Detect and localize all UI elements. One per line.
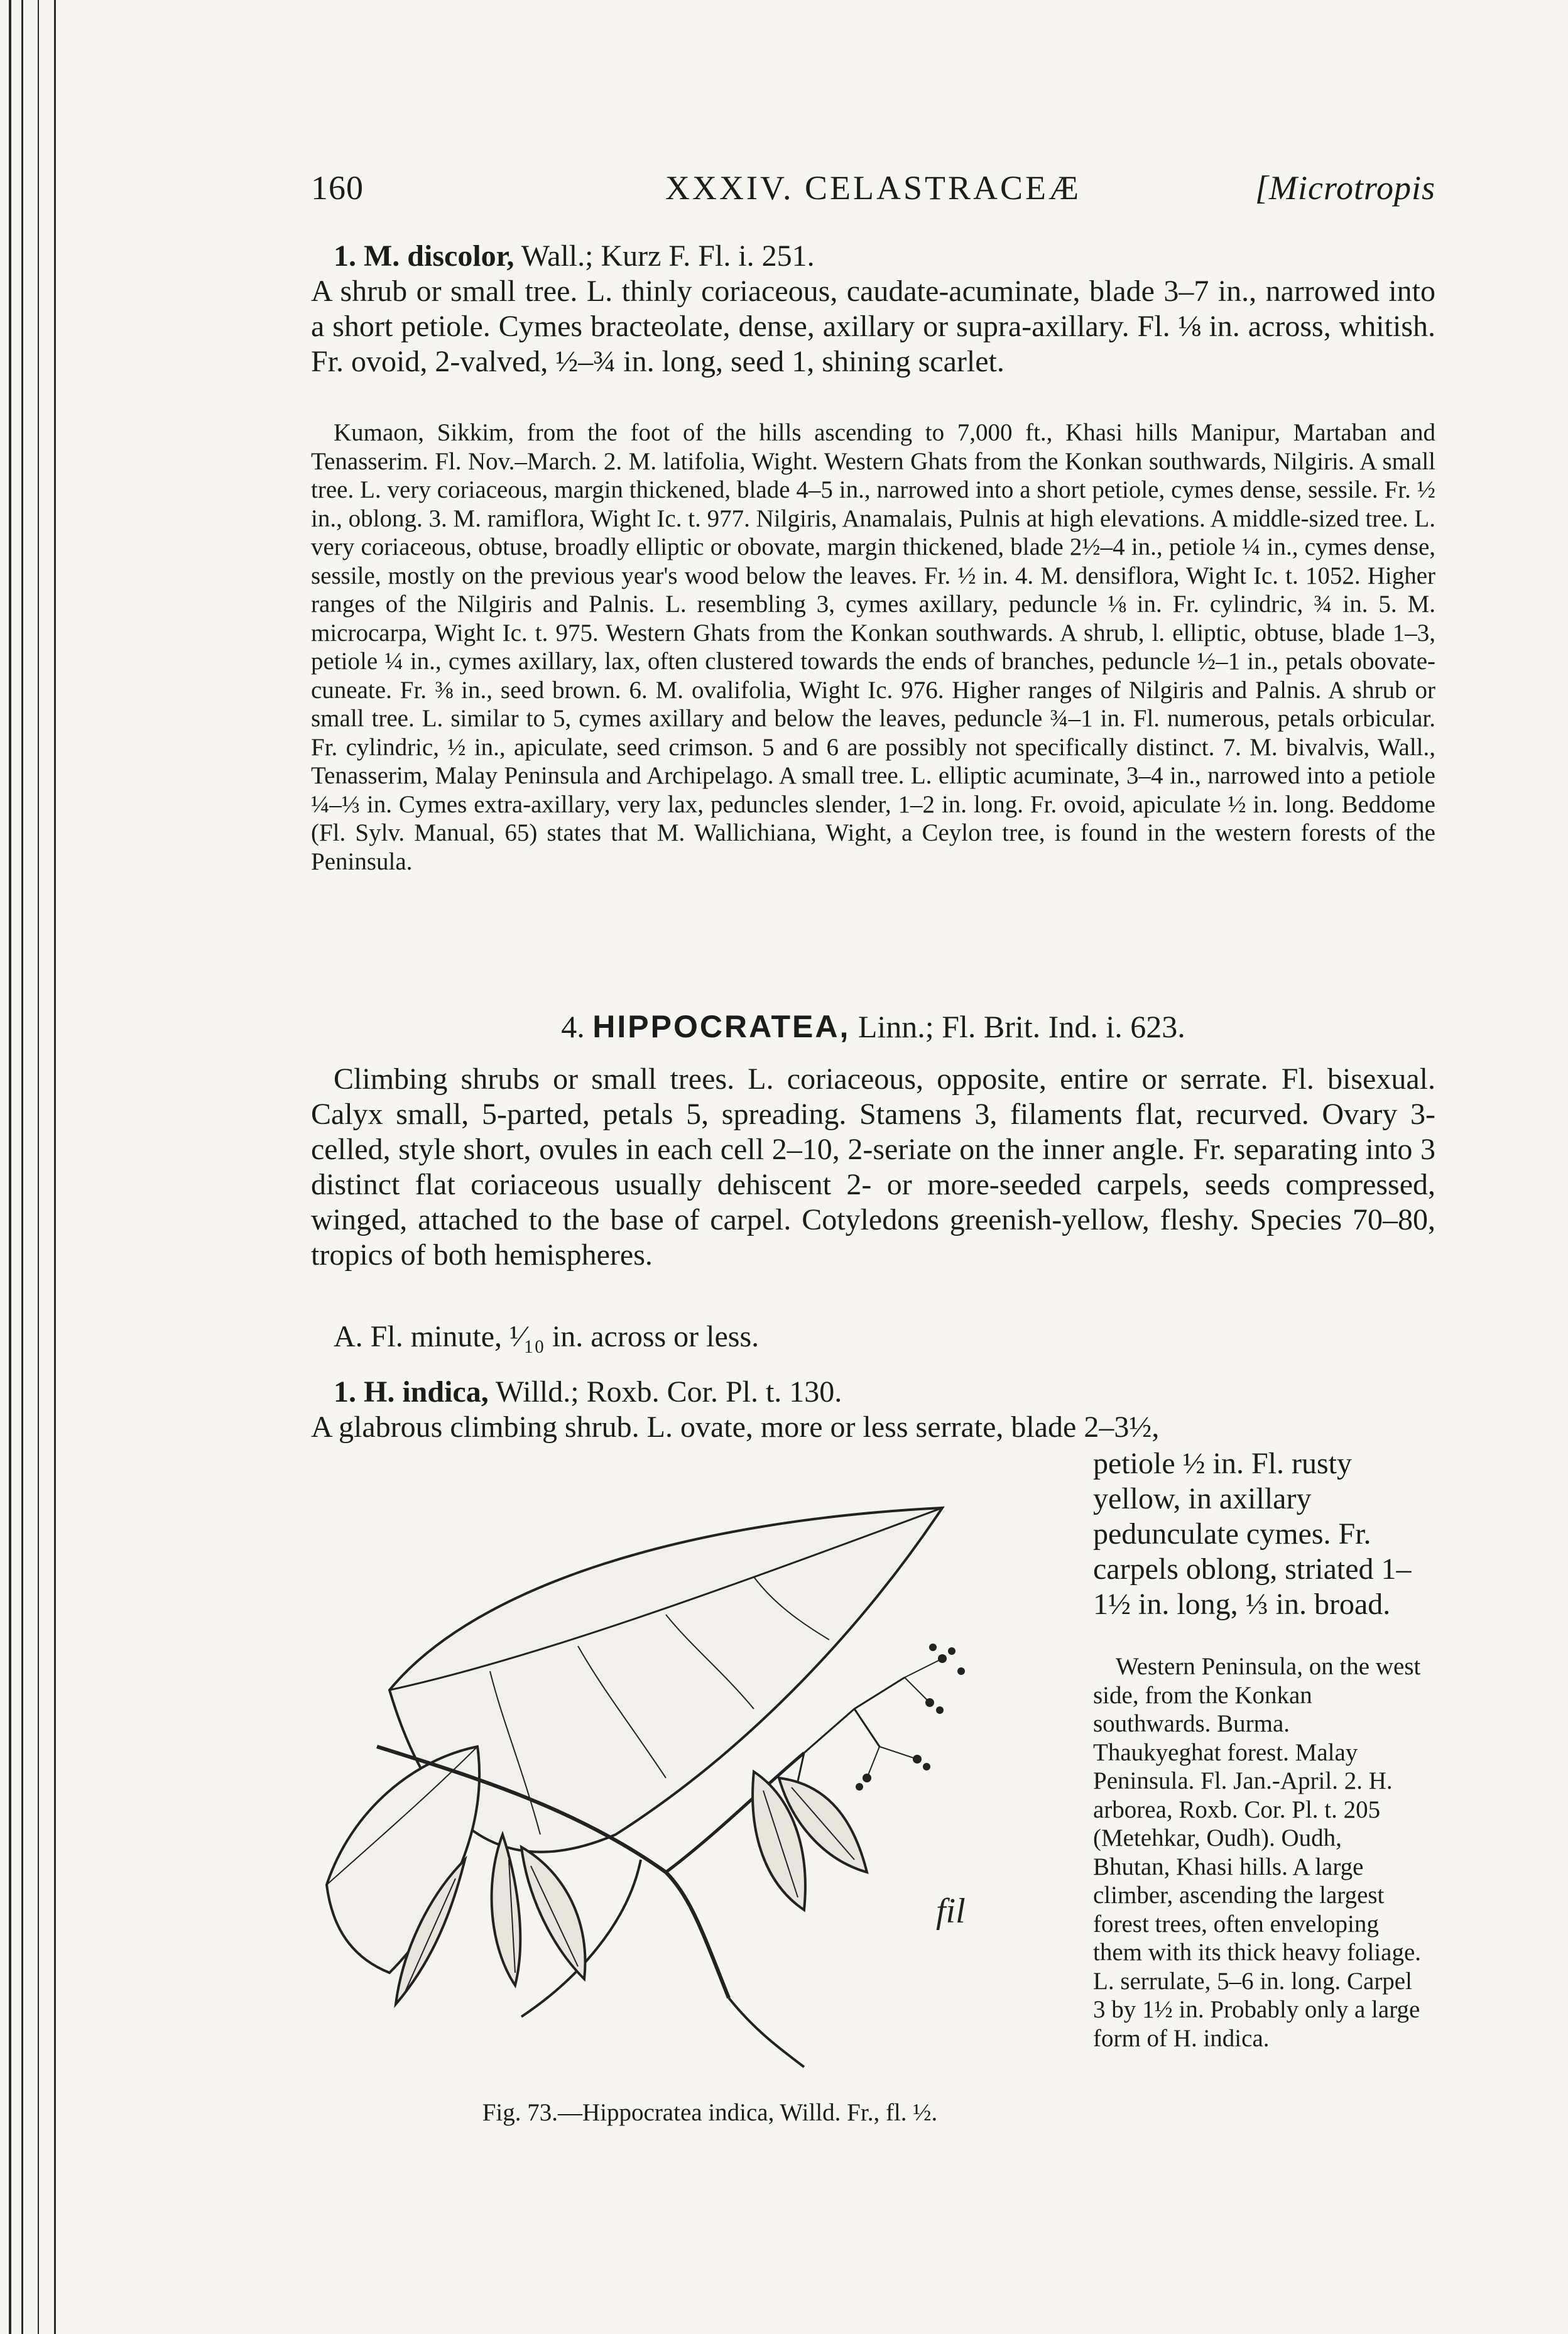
species-1-notes xyxy=(311,418,1435,876)
genus-authority: Linn.; Fl. Brit. Ind. i. 623. xyxy=(858,1009,1185,1044)
binding-edge xyxy=(21,0,23,2334)
section-name: [Microtropis xyxy=(1255,169,1435,207)
genus-heading xyxy=(311,1008,1435,1045)
species-2-notes xyxy=(1093,1652,1423,2053)
binding-edge xyxy=(38,0,39,2334)
figure-caption: Fig. 73.—Hippocratea indica, Willd. Fr., fl. ½. xyxy=(482,2099,938,2126)
running-title: XXXIV. CELASTRACEÆ xyxy=(665,169,1082,207)
genus-description: Climbing shrubs or small trees. L. coriaceous, opposite, entire or serrate. Fl. bisexual. Calyx small, 5-parted, petals 5, spreading. Stamens 3, filaments flat, recurved. Ovary 3-celled, style short, ovules in each cell 2–10, 2-seriate on the inner angle. Fr. separating into 3 distinct flat coriaceous usually dehiscent 2- or more-seeded carpels, seeds compressed, winged, attached to the base of carpel. Cotyledons greenish-yellow, fleshy. Species 70–80, tropics of both hemispheres. xyxy=(311,1062,1435,1272)
botanical-illustration xyxy=(314,1483,1106,2086)
running-header xyxy=(311,168,1435,219)
key-line: A. Fl. minute, ¹⁄₁₀ in. across or less. xyxy=(334,1320,760,1353)
species-2-side-description xyxy=(1093,1446,1435,1622)
species-1-heading: 1. M. discolor, xyxy=(334,239,514,273)
binding-edge xyxy=(54,0,56,2334)
species-1-authority: Wall.; Kurz F. Fl. i. 251. xyxy=(521,239,815,273)
species-1-text: A shrub or small tree. L. thinly coriaceous, caudate-acuminate, blade 3–7 in., narrowed into a short petiole. Cymes bracteolate, dense, axillary or supra-axillary. Fl. ⅛ in. across, whitish. Fr. ovoid, 2-valved, ½–¾ in. long, seed 1, shining scarlet. xyxy=(311,275,1435,378)
genus-description-block xyxy=(311,1062,1435,1273)
species-1-description xyxy=(311,239,1435,379)
illustrator-signature: fil xyxy=(936,1892,966,1931)
species-1-entry xyxy=(311,239,1435,379)
key-block xyxy=(311,1319,1435,1355)
species-2-desc-rest: petiole ½ in. Fl. rusty yellow, in axillary pedunculate cymes. Fr. carpels oblong, striated 1–1½ in. long, ⅓ in. broad. xyxy=(1093,1447,1412,1621)
binding-edge xyxy=(9,0,11,2334)
figure-hippocratea-indica xyxy=(314,1483,1106,2086)
page-number: 160 xyxy=(311,169,364,207)
species-2-entry xyxy=(311,1375,1435,1445)
lower-leaf xyxy=(327,1747,479,1973)
notes-text: Kumaon, Sikkim, from the foot of the hills ascending to 7,000 ft., Khasi hills Manipur, Martaban and Tenasserim. Fl. Nov.–March. 2. M. latifolia, Wight. Western Ghats from the Konkan southwards, Nilgiris. A small tree. L. very coriaceous, margin thickened, blade 4–5 in., narrowed into a short petiole, cymes dense, sessile. Fr. ½ in., oblong. 3. M. ramiflora, Wight Ic. t. 977. Nilgiris, Anamalais, Pulnis at high elevations. A middle-sized tree. L. very coriaceous, obtuse, broadly elliptic or obovate, margin thickened, blade 2½–4 in., petiole ¼ in., cymes dense, sessile, mostly on the previous year's wood below the leaves. Fr. ½ in. 4. M. densiflora, Wight Ic. t. 1052. Higher ranges of the Nilgiris and Palnis. L. resembling 3, cymes axillary, peduncle ⅛ in. Fr. cylindric, ¾ in. 5. M. microcarpa, Wight Ic. t. 975. Western Ghats from the Konkan southwards. A shrub, l. elliptic, obtuse, blade 1–3, petiole ¼ in., cymes axillary, lax, often clustered towards the ends of branches, peduncle ½–1 in., petals obovate-cuneate. Fr. ⅜ in., seed brown. 6. M. ovalifolia, Wight Ic. 976. Higher ranges of Nilgiris and Palnis. A shrub or small tree. L. similar to 5, cymes axillary and below the leaves, peduncle ¾–1 in. Fl. numerous, petals orbicular. Fr. cylindric, ½ in., apiculate, seed crimson. 5 and 6 are possibly not specifically distinct. 7. M. bivalvis, Wall., Tenasserim, Malay Peninsula and Archipelago. A small tree. L. elliptic acuminate, 3–4 in., narrowed into a petiole ¼–⅓ in. Cymes extra-axillary, very lax, peduncles slender, 1–2 in. long. Fr. ovoid, apiculate ½ in. long. Beddome (Fl. Sylv. Manual, 65) states that M. Wallichiana, Wight, a Ceylon tree, is found in the western forests of the Peninsula. xyxy=(311,419,1435,875)
genus-number: 4. xyxy=(561,1009,585,1044)
species-2-first-line: A glabrous climbing shrub. L. ovate, more or less serrate, blade 2–3½, xyxy=(311,1410,1160,1444)
genus-name: HIPPOCRATEA, xyxy=(592,1009,851,1044)
species-2-authority: Willd.; Roxb. Cor. Pl. t. 130. xyxy=(495,1375,842,1409)
carpel-1 xyxy=(492,1835,521,1985)
species-2-heading: 1. H. indica, xyxy=(334,1375,489,1409)
species-2-notes-text: Western Peninsula, on the west side, from the Konkan southwards. Burma. Thaukyeghat forest. Malay Peninsula. Fl. Jan.-April. 2. H. arborea, Roxb. Cor. Pl. t. 205 (Metehkar, Oudh). Oudh, Bhutan, Khasi hills. A large climber, ascending the largest forest trees, often enveloping them with its thick heavy foliage. L. serrulate, 5–6 in. long. Carpel 3 by 1½ in. Probably only a large form of H. indica. xyxy=(1093,1653,1422,2052)
